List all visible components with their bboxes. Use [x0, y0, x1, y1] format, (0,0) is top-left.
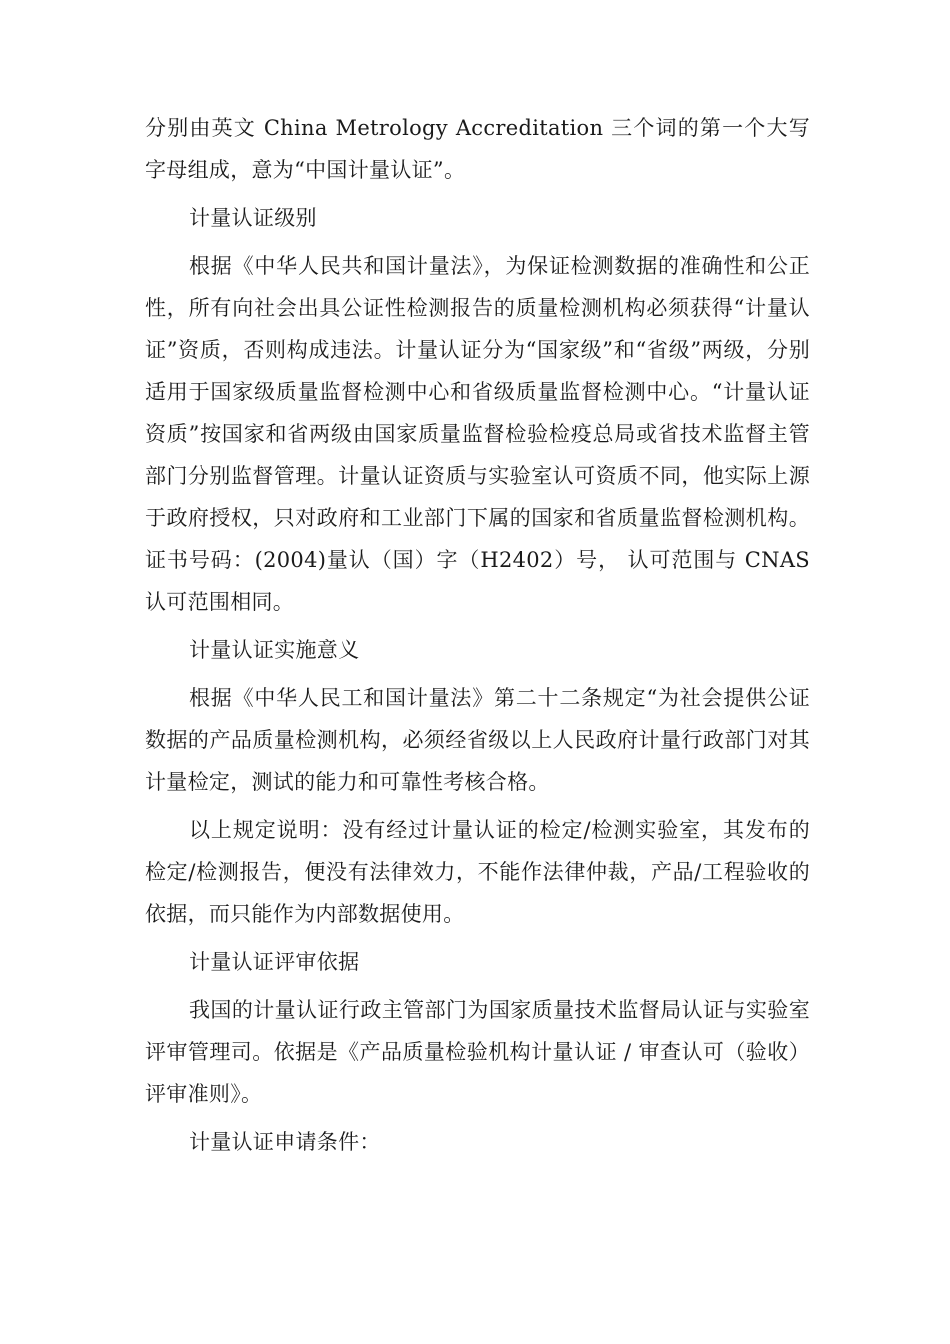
section-heading-certification-level: 计量认证级别 [189, 206, 317, 230]
paragraph-significance-law: 根据《中华人民工和国计量法》第二十二条规定“为社会提供公证数据的产品质量检测机构，必须经省级以上人民政府计量行政部门对其计量检定，测试的能力和可靠性考核合格。 [145, 686, 810, 794]
section-heading-application-conditions: 计量认证申请条件： [189, 1130, 381, 1154]
paragraph-review-basis: 我国的计量认证行政主管部门为国家质量技术监督局认证与实验室评审管理司。依据是《产品质量检验机构计量认证 / 审查认可（验收）评审准则》。 [145, 998, 810, 1106]
paragraph-cma-definition: 分别由英文 China Metrology Accreditation 三个词的第一个大写字母组成，意为“中国计量认证”。 [145, 116, 810, 182]
section-heading-review-basis: 计量认证评审依据 [189, 950, 360, 974]
document-body [145, 107, 810, 1169]
paragraph-significance-explanation: 以上规定说明：没有经过计量认证的检定/检测实验室，其发布的检定/检测报告，便没有法律效力，不能作法律仲裁，产品/工程验收的依据，而只能作为内部数据使用。 [145, 818, 810, 926]
section-heading-significance: 计量认证实施意义 [189, 638, 360, 662]
paragraph-certification-level: 根据《中华人民共和国计量法》，为保证检测数据的准确性和公正性，所有向社会出具公证性检测报告的质量检测机构必须获得“计量认证”资质，否则构成违法。计量认证分为“国家级”和“省级”两级，分别适用于国家级质量监督检测中心和省级质量监督检测中心。“计量认证资质”按国家和省两级由国家质量监督检验检疫总局或省技术监督主管部门分别监督管理。计量认证资质与实验室认可资质不同，他实际上源于政府授权，只对政府和工业部门下属的国家和省质量监督检测机构。证书号码：(2004)量认（国）字（H2402）号， 认可范围与 CNAS 认可范围相同。 [145, 254, 810, 614]
